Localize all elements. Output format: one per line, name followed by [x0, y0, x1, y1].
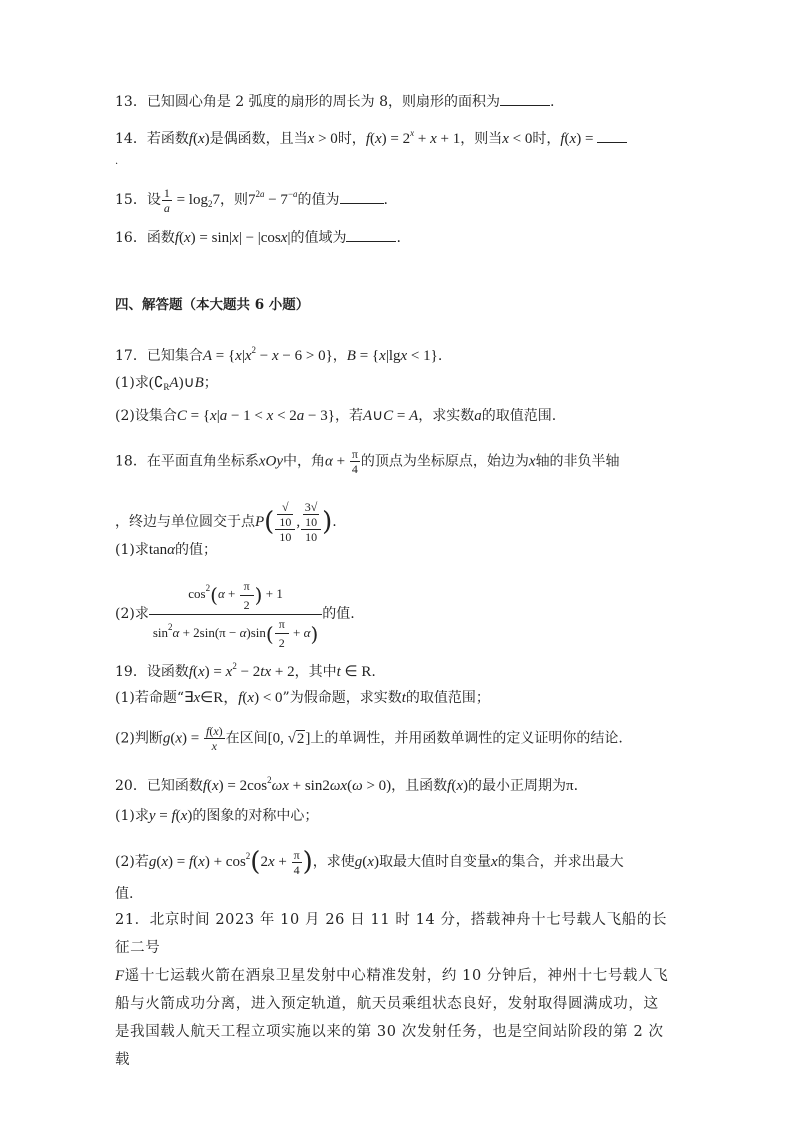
- question-17: 17．已知集合$A = \{x|x^2 - x - 6 > 0\}$，B = {x|lgx < 1}.: [115, 345, 443, 364]
- question-19-part-2: (2)判断g(x) = $\frac{f(x)}{x}$ 在区间[0, √2]上的单调性，并用函数单调性的定义证明你的结论.: [115, 724, 623, 753]
- question-17-part-2: (2)设集合C = {x|a − 1 < x < 2a − 3}，若A∪C = A，求实数a的取值范围.: [115, 408, 557, 424]
- question-18-part-2: (2)求 $\cos^2(\alpha$ + $\frac{\pi}{2}$ ) + 1 $\sin^2\alpha + 2\sin(\pi - \alpha)\sin$( $\frac{\pi}{2}$ + α) 的值.: [115, 578, 355, 651]
- question-20-part-1: (1)求y = f(x)的图象的对称中心；: [115, 808, 319, 824]
- question-19-part-1: (1)若命题“∃x∈R，f(x) < 0”为假命题，求实数t的取值范围；: [115, 690, 490, 706]
- question-15: 15．设 $\frac{1}{a}$ = $\log_27$，则$7^{2a} - 7^{-a}$的值为 .: [115, 185, 388, 215]
- answer-blank: [340, 190, 384, 204]
- answer-blank: [346, 228, 396, 242]
- question-14-continuation: .: [115, 156, 119, 167]
- question-18-line-2: ，终边与单位圆交于点P( √ 10 10 , 3√ 10 10 ).: [115, 500, 337, 544]
- question-20-part-2-cont: 值.: [115, 886, 134, 902]
- answer-blank: [597, 129, 627, 143]
- section-heading: 四、解答题（本大题共 6 小题）: [115, 297, 310, 313]
- question-16: 16．函数f(x) = sin|x| − |cosx|的值域为 .: [115, 230, 401, 246]
- answer-blank: [500, 92, 550, 106]
- question-20: 20．已知函数$f(x) = 2\cos^2\omega x + \sin 2\omega x(\omega > 0)$，且函数f(x)的最小正周期为π.: [115, 775, 579, 794]
- question-13: 13．已知圆心角是 2 弧度的扇形的周长为 8，则扇形的面积为 .: [115, 94, 555, 110]
- question-20-part-2: (2)若$g(x) = f(x) + \cos^2(2x$ + $\frac{\pi}{4}$ )，求使g(x)取最大值时自变量x的集合，并求出最大: [115, 847, 624, 877]
- question-18-part-1: (1)求tanα的值；: [115, 542, 218, 558]
- question-19: 19．设函数$f(x) = x^2 - 2tx + 2$，其中t ∈ R.: [115, 661, 376, 680]
- question-18: 18．在平面直角坐标系xOy中，角α + $\frac{\pi}{4}$ 的顶点为坐标原点，始边为x轴的非负半轴: [115, 447, 620, 476]
- question-21: 21．北京时间 2023 年 10 月 26 日 11 时 14 分，搭载神舟十七号载人飞船的长征二号 F遥十七运载火箭在酒泉卫星发射中心精准发射，约 10 分钟后，神州十七号载人飞 船与火箭成功分离，进入预定轨道，航天员乘组状态良好，发射取得圆满成功，这 是我国载人航天工程立项实施以来的第 30 次发射任务，也是空间站阶段的第 2 次载: [115, 912, 669, 1068]
- question-17-part-1: (1)求$(∁_RA)\cup B$；: [115, 375, 218, 392]
- question-14: 14．若函数f(x)是偶函数，且当x > 0时，$f(x) = 2^x + x + 1$，则当x < 0时，f(x) =: [115, 123, 627, 149]
